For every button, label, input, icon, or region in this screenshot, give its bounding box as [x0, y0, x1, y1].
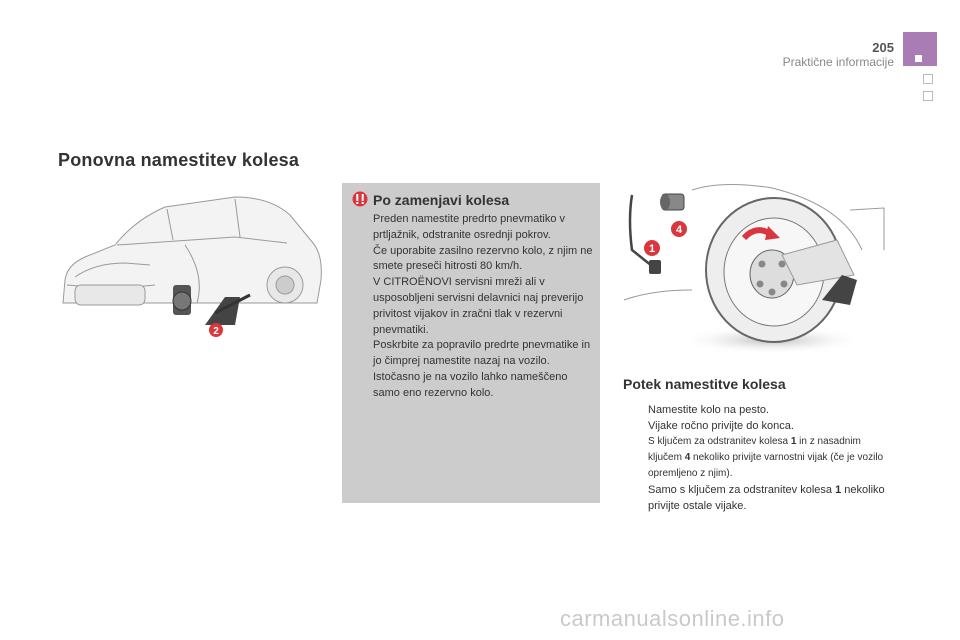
callout-1-label: 1: [648, 243, 656, 255]
warning-paragraph: Preden namestite predrto pnevmatiko v prtljažnik, odstranite osrednji pokrov.: [373, 213, 565, 241]
list-item: [623, 434, 893, 482]
car-jack-illustration: [55, 185, 335, 360]
step-text: Samo s ključem za odstranitev kolesa: [648, 484, 836, 496]
list-item: [623, 418, 893, 434]
main-heading: Ponovna namestitev kolesa: [58, 150, 300, 170]
tool-ref: 1: [835, 484, 842, 496]
wheel-bolt-illustration: [622, 180, 892, 365]
procedure-heading: Potek namestitve kolesa: [623, 376, 786, 392]
chapter-tab[interactable]: [923, 74, 933, 84]
list-item: [623, 482, 893, 514]
warning-paragraph: Če uporabite zasilno rezervno kolo, z njim ne smete preseči hitrosti 80 km/h.: [373, 244, 593, 273]
step-text: nekoliko privijte varnostni vijak (če je vozilo opremljeno z njim).: [648, 452, 884, 479]
warning-paragraph: V CITROËNOVI servisni mreži ali v usposobljeni servisni delavnici naj preverijo privitost vijakov in zračni tlak v rezervni pnevmatiki.: [373, 276, 584, 336]
watermark: carmanualsonline.info: [560, 606, 785, 631]
tool-ref: 4: [684, 452, 691, 463]
chapter-tab-active[interactable]: [903, 32, 937, 66]
step-text: Vijake ročno privijte do konca.: [648, 420, 794, 432]
step-text: Namestite kolo na pesto.: [648, 404, 770, 416]
warning-icon: [350, 191, 370, 212]
list-item: [623, 402, 893, 418]
chapter-tab[interactable]: [923, 91, 933, 101]
section-title: Praktične informacije: [782, 55, 894, 69]
step-text: S ključem za odstranitev kolesa: [648, 436, 791, 447]
callout-4-label: 4: [675, 224, 683, 236]
callout-2-label: 2: [213, 326, 219, 337]
step-text: in z nasadnim ključem: [648, 436, 861, 463]
warning-paragraph: Poskrbite za popravilo predrte pnevmatike in jo čimprej namestite nazaj na vozilo.: [373, 339, 591, 368]
tab-marker-icon: [915, 55, 922, 62]
procedure-list: [623, 402, 893, 514]
warning-title: Po zamenjavi kolesa: [373, 192, 510, 208]
page-number: 205: [872, 40, 894, 55]
warning-body: [373, 212, 595, 402]
warning-paragraph: Istočasno je na vozilo lahko nameščeno samo eno rezervno kolo.: [373, 370, 568, 399]
tool-ref: 1: [790, 436, 797, 447]
step-text: nekoliko privijte ostale vijake.: [648, 484, 885, 512]
